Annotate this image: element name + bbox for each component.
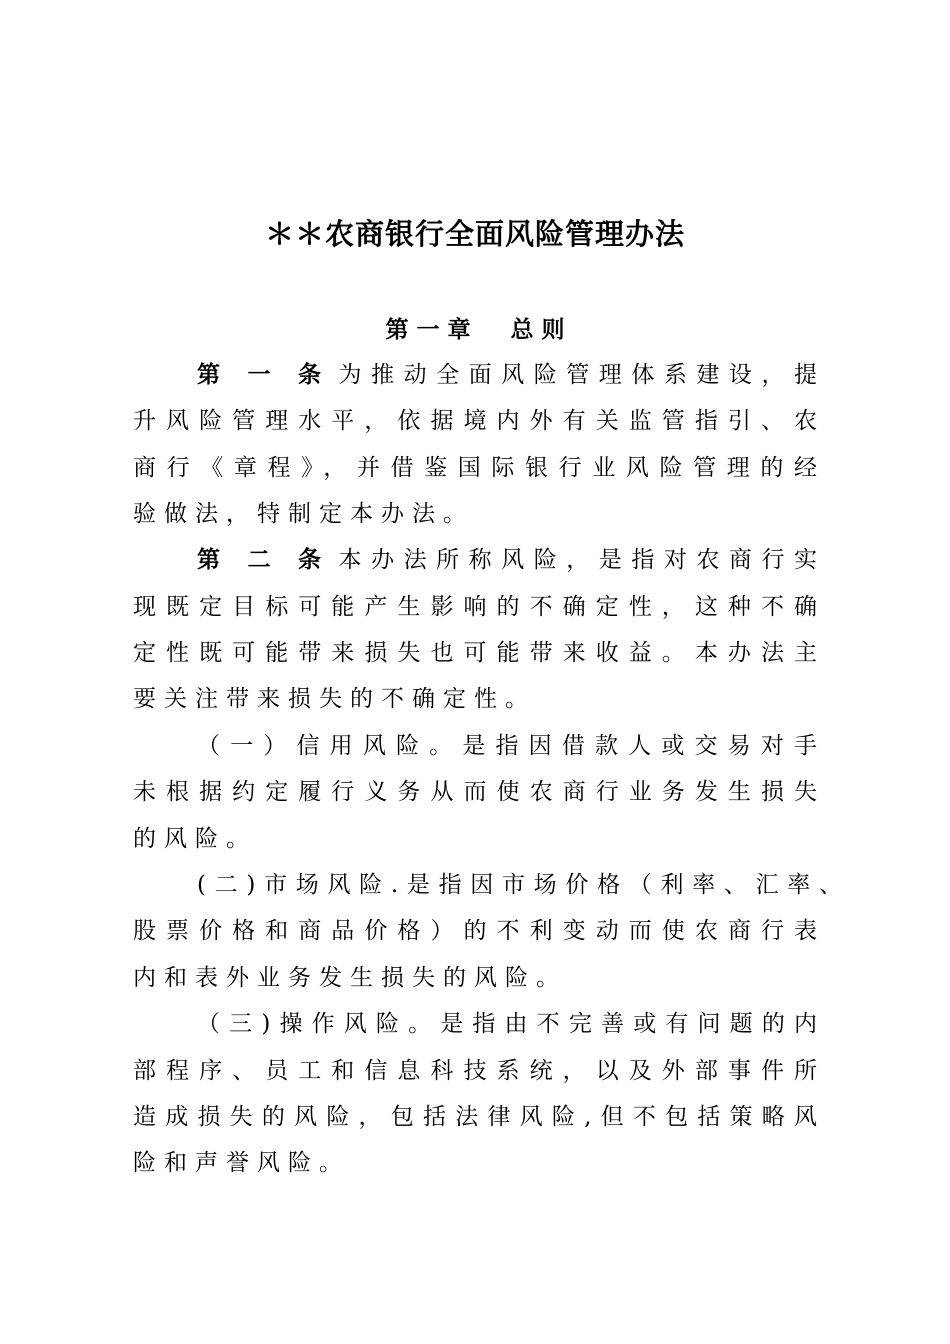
- item-1-line-2: 未根据约定履行义务从而使农商行业务发生损失: [133, 779, 817, 805]
- item-3-line-2: 部程序、员工和信息科技系统，以及外部事件所: [133, 1058, 817, 1084]
- item-2-line-2: 股票价格和商品价格）的不利变动而使农商行表: [133, 918, 817, 944]
- item-3-line-4: 险和声誉风险。: [133, 1150, 350, 1176]
- document-title: ＊＊农商银行全面风险管理办法: [264, 217, 685, 251]
- article-1-line-3: 商行《章程》，并借鉴国际银行业风险管理的经: [133, 455, 817, 481]
- article-1-line-1: [197, 355, 817, 395]
- article-2-line-4: 要关注带来损失的不确定性。: [133, 686, 536, 712]
- item-2-line-3: 内和表外业务发生损失的风险。: [133, 965, 567, 991]
- chapter-heading: [0, 310, 950, 350]
- item-1-line-3: 的风险。: [133, 826, 257, 852]
- article-2-line-2: 现既定目标可能产生影响的不确定性，这种不确: [133, 594, 817, 620]
- article-2-text: 本办法所称风险，是指对农商行实: [329, 547, 817, 573]
- article-1-line-2: 升风险管理水平，依据境内外有关监管指引、农: [133, 408, 817, 434]
- article-1-text: 为推动全面风险管理体系建设，提: [329, 362, 817, 388]
- item-2-line-1: (二)市场风险.是指因市场价格（利率、汇率、: [197, 872, 842, 898]
- article-1-line-4: 验做法，特制定本办法。: [133, 501, 474, 527]
- item-3-line-1: （三)操作风险。是指由不完善或有问题的内: [197, 1011, 817, 1037]
- chapter-number: 第 一 章: [385, 316, 471, 343]
- item-3-line-3: 造成损失的风险，包括法律风险,但不包括策略风: [133, 1104, 817, 1130]
- article-2-heading: 第二条: [197, 546, 329, 573]
- item-1-line-1: （一）信用风险。是指因借款人或交易对手: [197, 733, 817, 759]
- article-2-line-1: [197, 540, 817, 580]
- chapter-name: 总 则: [510, 316, 565, 343]
- article-2-line-3: 定性既可能带来损失也可能带来收益。本办法主: [133, 640, 817, 666]
- article-1-heading: 第一条: [197, 361, 329, 388]
